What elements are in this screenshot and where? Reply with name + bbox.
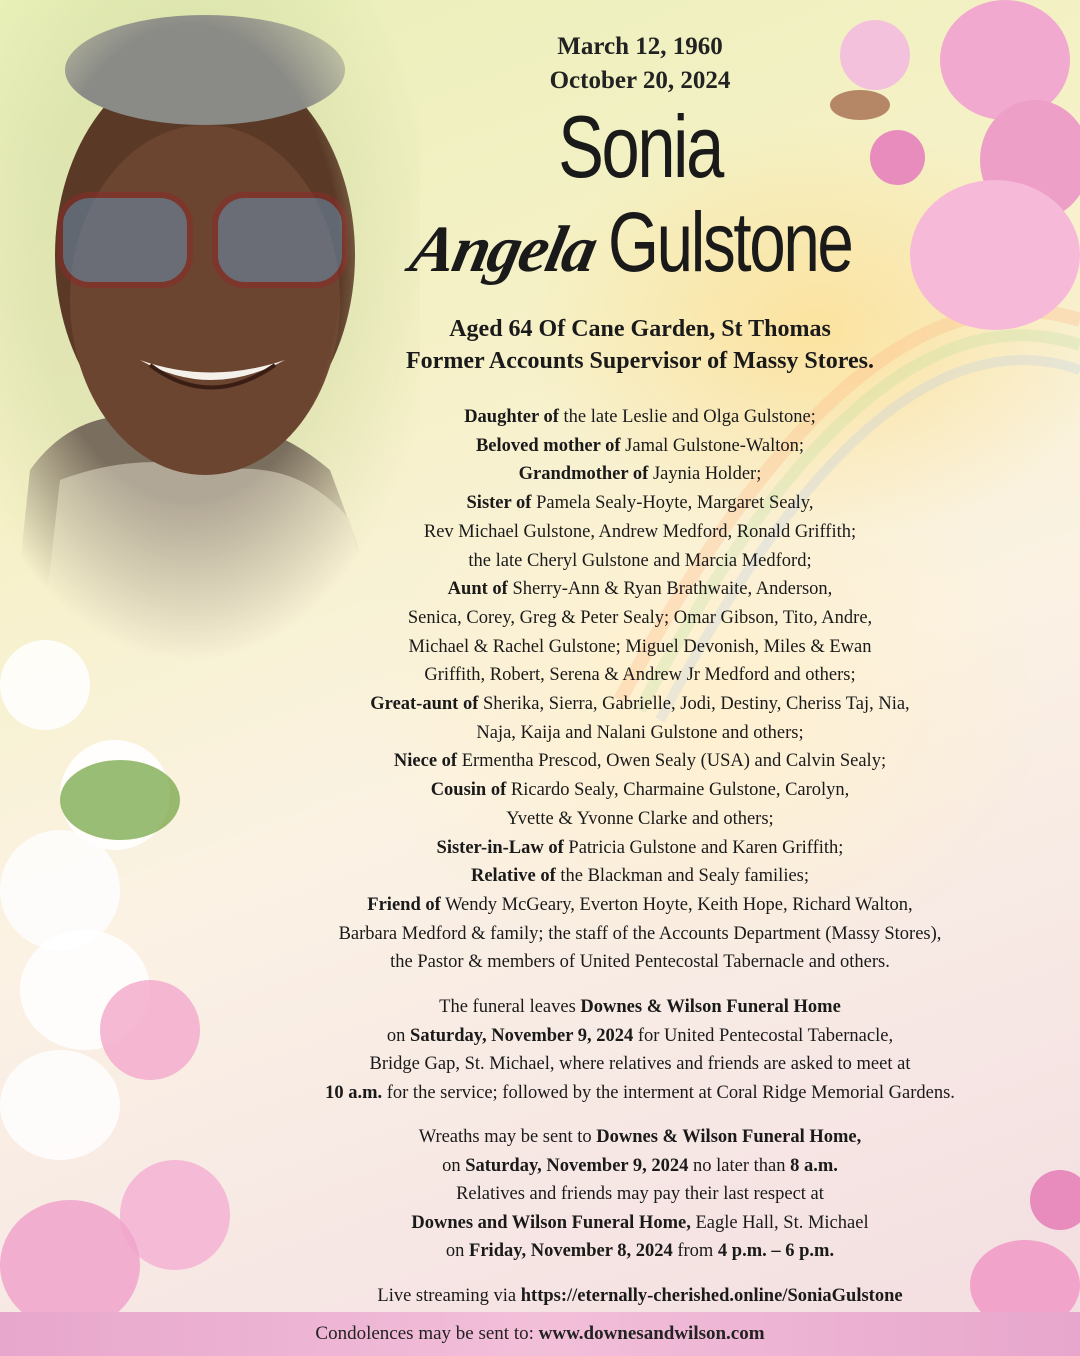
family-line: Yvette & Yvonne Clarke and others; — [506, 808, 774, 829]
birth-date: March 12, 1960 — [557, 33, 723, 60]
live-stream: Live streaming via https://eternally-cherished.online/SoniaGulstone — [377, 1285, 903, 1306]
family-line: the late Cheryl Gulstone and Marcia Medford; — [468, 550, 812, 571]
family-line: Griffith, Robert, Serena & Andrew Jr Medford and others; — [424, 665, 856, 686]
family-line: Beloved mother of Jamal Gulstone-Walton; — [475, 435, 805, 456]
family-line: Senica, Corey, Greg & Peter Sealy; Omar Gibson, Tito, Andre, — [407, 607, 873, 628]
flower-decoration-left — [0, 600, 250, 1356]
wreaths-and-viewing: Wreaths may be sent to Downes & Wilson Funeral Home, on Saturday, November 9, 2024 no later than 8 a.m. Relatives and friends may pay their last respect at Downes and Wilson Funeral Home, Eagle Hall, St. Michael on Friday, November 8, 2024 from 4 p.m. – 6 p.m. — [411, 1127, 869, 1262]
family-line: Friend of Wendy McGeary, Everton Hoyte, Keith Hope, Richard Walton, — [367, 894, 913, 915]
family-line: Grandmother of Jaynia Holder; — [518, 464, 762, 485]
family-line: Relative of the Blackman and Sealy families; — [470, 866, 810, 887]
middle-name: Angela — [404, 213, 603, 286]
last-name: Gulstone — [608, 195, 852, 289]
family-line: Barbara Medford & family; the staff of the Accounts Department (Massy Stores), — [338, 923, 942, 944]
family-line: Niece of Ermentha Prescod, Owen Sealy (USA) and Calvin Sealy; — [393, 751, 887, 772]
live-stream-link[interactable]: https://eternally-cherished.online/SoniaGulstone — [520, 1285, 903, 1306]
funeral-details: The funeral leaves Downes & Wilson Funeral Home on Saturday, November 9, 2024 for United Pentecostal Tabernacle, Bridge Gap, St. Michael, where relatives and friends are asked to meet at 10 a.m. for the service; followed by the interment at Coral Ridge Memorial Gardens. — [325, 997, 955, 1103]
subtitle-age-residence: Aged 64 Of Cane Garden, St Thomas — [449, 316, 831, 342]
family-line: Sister-in-Law of Patricia Gulstone and Karen Griffith; — [436, 837, 844, 858]
subtitle — [240, 313, 1040, 377]
family-line: the Pastor & members of United Pentecostal Tabernacle and others. — [390, 952, 890, 973]
name-line — [240, 194, 1040, 291]
family-line: Cousin of Ricardo Sealy, Charmaine Gulstone, Carolyn, — [430, 780, 850, 801]
family-line: Naja, Kaija and Nalani Gulstone and others; — [476, 722, 804, 743]
death-date: October 20, 2024 — [549, 67, 731, 94]
family-line: Daughter of the late Leslie and Olga Gulstone; — [464, 407, 816, 427]
condolences-footer: Condolences may be sent to: www.downesandwilson.com — [0, 1312, 1080, 1356]
family-line: Michael & Rachel Gulstone; Miguel Devonish, Miles & Ewan — [408, 636, 872, 657]
first-name: Sonia — [558, 97, 722, 196]
obituary-text — [240, 30, 1040, 1310]
condolences-link[interactable]: www.downesandwilson.com — [538, 1323, 765, 1344]
subtitle-occupation: Former Accounts Supervisor of Massy Stores. — [406, 348, 874, 374]
family-list — [240, 403, 1040, 977]
family-line: Aunt of Sherry-Ann & Ryan Brathwaite, Anderson, — [447, 579, 833, 600]
family-line: Rev Michael Gulstone, Andrew Medford, Ronald Griffith; — [423, 521, 857, 542]
family-line: Sister of Pamela Sealy-Hoyte, Margaret Sealy, — [466, 493, 814, 514]
family-line: Great-aunt of Sherika, Sierra, Gabrielle, Jodi, Destiny, Cheriss Taj, Nia, — [370, 694, 910, 715]
